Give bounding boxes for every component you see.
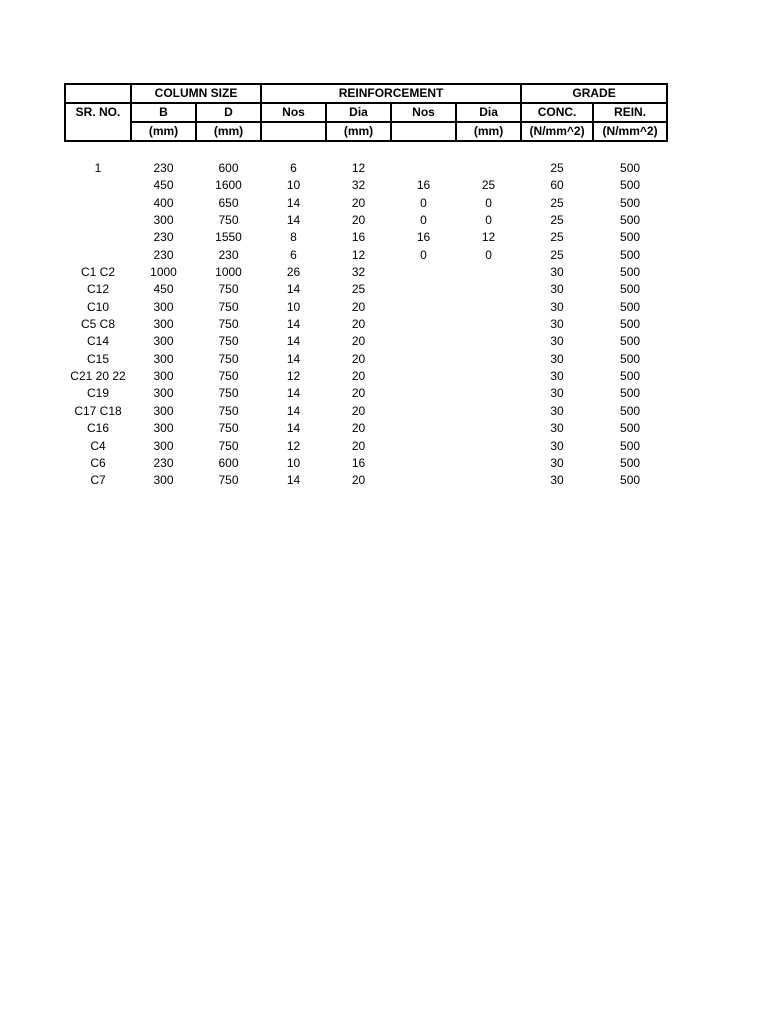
table-row bbox=[65, 229, 667, 246]
cell-d: 750 bbox=[218, 421, 239, 436]
cell-d: 750 bbox=[218, 317, 239, 332]
cell-nos2 bbox=[391, 403, 456, 420]
table-row bbox=[65, 212, 667, 229]
column-schedule-sheet bbox=[64, 83, 666, 490]
cell-b: 300 bbox=[153, 473, 174, 488]
unit-rein: (N/mm^2) bbox=[593, 122, 667, 141]
cell-nos1: 14 bbox=[286, 317, 301, 332]
table-row bbox=[65, 438, 667, 455]
cell-dia2 bbox=[456, 160, 521, 177]
cell-sr bbox=[65, 229, 131, 246]
cell-b: 230 bbox=[153, 230, 174, 245]
cell-nos2 bbox=[391, 333, 456, 350]
cell-dia2 bbox=[456, 281, 521, 298]
cell-conc: 30 bbox=[550, 421, 564, 436]
cell-rein: 500 bbox=[620, 403, 641, 418]
reinforcement-header: REINFORCEMENT bbox=[261, 84, 521, 103]
cell-d: 1550 bbox=[215, 230, 242, 245]
cell-conc: 25 bbox=[550, 230, 564, 245]
header-nos-2: Nos bbox=[391, 103, 456, 122]
table-row bbox=[65, 316, 667, 333]
header-b: B bbox=[131, 103, 196, 122]
cell-rein: 500 bbox=[620, 386, 641, 401]
cell-dia2 bbox=[456, 420, 521, 437]
cell-rein: 500 bbox=[620, 351, 641, 366]
cell-dia2 bbox=[456, 403, 521, 420]
header-dia-2: Dia bbox=[456, 103, 521, 122]
cell-nos2: 16 bbox=[416, 230, 431, 245]
cell-nos2 bbox=[391, 281, 456, 298]
cell-sr: C21 20 22 bbox=[70, 369, 126, 384]
cell-b: 300 bbox=[153, 334, 174, 349]
cell-nos2 bbox=[391, 316, 456, 333]
cell-conc: 30 bbox=[550, 265, 564, 280]
cell-b: 300 bbox=[153, 213, 174, 228]
cell-d: 750 bbox=[218, 213, 239, 228]
cell-b: 300 bbox=[153, 421, 174, 436]
cell-nos1: 8 bbox=[290, 230, 297, 245]
cell-dia2 bbox=[456, 455, 521, 472]
cell-rein: 500 bbox=[620, 455, 641, 470]
cell-d: 750 bbox=[218, 351, 239, 366]
cell-dia1: 16 bbox=[351, 230, 366, 245]
table-row bbox=[65, 472, 667, 489]
unit-b: (mm) bbox=[131, 122, 196, 141]
cell-dia2 bbox=[456, 385, 521, 402]
cell-b: 300 bbox=[153, 369, 174, 384]
cell-d: 230 bbox=[218, 247, 239, 262]
cell-dia1: 20 bbox=[351, 334, 366, 349]
cell-nos2 bbox=[391, 351, 456, 368]
cell-rein: 500 bbox=[620, 178, 641, 193]
table-row bbox=[65, 264, 667, 281]
cell-dia2 bbox=[456, 472, 521, 489]
cell-nos2 bbox=[391, 160, 456, 177]
column-size-header: COLUMN SIZE bbox=[131, 84, 261, 103]
cell-rein: 500 bbox=[620, 195, 641, 210]
cell-nos1: 14 bbox=[286, 282, 301, 297]
cell-b: 450 bbox=[153, 178, 174, 193]
cell-sr: C6 bbox=[90, 455, 106, 470]
cell-d: 750 bbox=[218, 438, 239, 453]
cell-nos2: 16 bbox=[416, 178, 431, 193]
header-unit-row bbox=[65, 122, 667, 141]
unit-nos-1 bbox=[261, 122, 326, 141]
header-d: D bbox=[196, 103, 261, 122]
cell-b: 300 bbox=[153, 351, 174, 366]
cell-nos1: 14 bbox=[286, 351, 301, 366]
table-row bbox=[65, 160, 667, 177]
cell-dia2: 12 bbox=[481, 230, 496, 245]
cell-b: 230 bbox=[153, 161, 174, 175]
cell-dia1: 20 bbox=[351, 386, 366, 401]
cell-dia2: 25 bbox=[481, 178, 496, 193]
header-sub-row bbox=[65, 103, 667, 122]
cell-b: 300 bbox=[153, 299, 174, 314]
table-row bbox=[65, 420, 667, 437]
cell-conc: 30 bbox=[550, 403, 564, 418]
cell-dia1: 20 bbox=[351, 299, 366, 314]
cell-sr: C4 bbox=[90, 438, 106, 453]
cell-sr: C1 C2 bbox=[80, 265, 115, 280]
cell-sr: C12 bbox=[86, 282, 109, 297]
cell-dia1: 16 bbox=[351, 455, 366, 470]
cell-dia1: 32 bbox=[351, 178, 366, 193]
cell-dia1: 32 bbox=[351, 265, 366, 280]
cell-rein: 500 bbox=[620, 334, 641, 349]
cell-dia2: 0 bbox=[485, 213, 492, 228]
cell-sr bbox=[65, 247, 131, 264]
cell-nos1: 6 bbox=[290, 247, 297, 262]
cell-b: 230 bbox=[153, 455, 174, 470]
cell-conc: 30 bbox=[550, 455, 564, 470]
sr-no-header-top bbox=[65, 84, 131, 103]
unit-nos-2 bbox=[391, 122, 456, 141]
cell-d: 600 bbox=[218, 455, 239, 470]
cell-dia1: 20 bbox=[351, 473, 366, 488]
cell-dia2 bbox=[456, 351, 521, 368]
cell-sr bbox=[65, 195, 131, 212]
table-row bbox=[65, 368, 667, 385]
cell-b: 300 bbox=[153, 438, 174, 453]
cell-sr: C17 C18 bbox=[74, 403, 122, 418]
cell-rein: 500 bbox=[620, 161, 641, 175]
cell-conc: 25 bbox=[550, 195, 564, 210]
cell-b: 300 bbox=[153, 317, 174, 332]
cell-d: 1600 bbox=[215, 178, 242, 193]
spacer-row bbox=[65, 141, 667, 160]
cell-dia1: 20 bbox=[351, 421, 366, 436]
cell-sr: C5 C8 bbox=[80, 317, 115, 332]
cell-d: 1000 bbox=[215, 265, 242, 280]
cell-dia2: 0 bbox=[485, 195, 492, 210]
cell-nos1: 14 bbox=[286, 421, 301, 436]
cell-sr: C14 bbox=[86, 334, 109, 349]
cell-nos1: 12 bbox=[286, 438, 301, 453]
unit-dia-2: (mm) bbox=[456, 122, 521, 141]
cell-nos1: 14 bbox=[286, 195, 301, 210]
cell-conc: 25 bbox=[550, 247, 564, 262]
cell-nos2 bbox=[391, 455, 456, 472]
cell-dia2 bbox=[456, 316, 521, 333]
cell-dia2 bbox=[456, 333, 521, 350]
cell-d: 750 bbox=[218, 369, 239, 384]
cell-nos1: 14 bbox=[286, 473, 301, 488]
cell-conc: 30 bbox=[550, 438, 564, 453]
cell-dia1: 20 bbox=[351, 369, 366, 384]
table-row bbox=[65, 195, 667, 212]
cell-nos2 bbox=[391, 472, 456, 489]
cell-rein: 500 bbox=[620, 317, 641, 332]
grade-header: GRADE bbox=[521, 84, 667, 103]
cell-sr: 1 bbox=[94, 161, 102, 175]
cell-nos1: 14 bbox=[286, 213, 301, 228]
cell-dia1: 25 bbox=[351, 282, 366, 297]
cell-dia1: 12 bbox=[351, 247, 366, 262]
unit-d: (mm) bbox=[196, 122, 261, 141]
cell-dia2 bbox=[456, 438, 521, 455]
cell-nos2 bbox=[391, 264, 456, 281]
cell-rein: 500 bbox=[620, 265, 641, 280]
cell-conc: 30 bbox=[550, 282, 564, 297]
cell-d: 750 bbox=[218, 282, 239, 297]
cell-dia2 bbox=[456, 299, 521, 316]
cell-nos2 bbox=[391, 368, 456, 385]
cell-rein: 500 bbox=[620, 230, 641, 245]
unit-conc: (N/mm^2) bbox=[521, 122, 593, 141]
table-row bbox=[65, 247, 667, 264]
cell-rein: 500 bbox=[620, 473, 641, 488]
table-body bbox=[65, 141, 667, 490]
cell-sr: C19 bbox=[86, 386, 109, 401]
cell-conc: 30 bbox=[550, 317, 564, 332]
cell-rein: 500 bbox=[620, 299, 641, 314]
cell-sr bbox=[65, 177, 131, 194]
cell-dia1: 20 bbox=[351, 403, 366, 418]
cell-nos1: 14 bbox=[286, 334, 301, 349]
cell-nos2: 0 bbox=[420, 195, 427, 210]
header-conc: CONC. bbox=[521, 103, 593, 122]
cell-nos1: 12 bbox=[286, 369, 301, 384]
cell-rein: 500 bbox=[620, 369, 641, 384]
cell-rein: 500 bbox=[620, 247, 641, 262]
cell-rein: 500 bbox=[620, 213, 641, 228]
cell-nos1: 6 bbox=[290, 161, 297, 175]
cell-dia1: 20 bbox=[351, 438, 366, 453]
cell-nos2 bbox=[391, 385, 456, 402]
header-nos-1: Nos bbox=[261, 103, 326, 122]
table-row bbox=[65, 455, 667, 472]
cell-sr: C7 bbox=[90, 473, 106, 488]
cell-b: 450 bbox=[153, 282, 174, 297]
cell-nos1: 10 bbox=[286, 299, 301, 314]
cell-d: 750 bbox=[218, 403, 239, 418]
cell-rein: 500 bbox=[620, 282, 641, 297]
cell-conc: 30 bbox=[550, 386, 564, 401]
table-row bbox=[65, 403, 667, 420]
cell-conc: 30 bbox=[550, 334, 564, 349]
cell-d: 650 bbox=[218, 195, 239, 210]
table-row bbox=[65, 299, 667, 316]
cell-b: 300 bbox=[153, 403, 174, 418]
cell-b: 300 bbox=[153, 386, 174, 401]
cell-rein: 500 bbox=[620, 438, 641, 453]
cell-nos2: 0 bbox=[420, 247, 427, 262]
cell-nos1: 14 bbox=[286, 386, 301, 401]
table-row bbox=[65, 333, 667, 350]
cell-b: 1000 bbox=[150, 265, 177, 280]
cell-dia1: 20 bbox=[351, 195, 366, 210]
cell-d: 750 bbox=[218, 334, 239, 349]
cell-conc: 25 bbox=[550, 213, 564, 228]
unit-dia-1: (mm) bbox=[326, 122, 391, 141]
cell-sr: C10 bbox=[86, 299, 109, 314]
cell-conc: 60 bbox=[550, 178, 564, 193]
cell-nos1: 10 bbox=[286, 178, 301, 193]
table-row bbox=[65, 351, 667, 368]
cell-b: 400 bbox=[153, 195, 174, 210]
sr-no-header: SR. NO. bbox=[65, 103, 131, 141]
header-group-row bbox=[65, 84, 667, 103]
table-row bbox=[65, 385, 667, 402]
table-row bbox=[65, 281, 667, 298]
cell-conc: 30 bbox=[550, 369, 564, 384]
cell-dia2: 0 bbox=[485, 247, 492, 262]
cell-sr bbox=[65, 212, 131, 229]
table-row bbox=[65, 177, 667, 194]
cell-rein: 500 bbox=[620, 421, 641, 436]
cell-conc: 25 bbox=[550, 161, 564, 175]
column-schedule-table bbox=[64, 83, 668, 490]
cell-dia2 bbox=[456, 264, 521, 281]
cell-dia1: 20 bbox=[351, 351, 366, 366]
cell-sr: C15 bbox=[86, 351, 109, 366]
cell-nos2: 0 bbox=[420, 213, 427, 228]
cell-nos1: 26 bbox=[286, 265, 301, 280]
cell-conc: 30 bbox=[550, 351, 564, 366]
cell-sr: C16 bbox=[86, 421, 109, 436]
header-rein: REIN. bbox=[593, 103, 667, 122]
cell-nos2 bbox=[391, 420, 456, 437]
cell-dia1: 12 bbox=[351, 161, 366, 175]
cell-nos2 bbox=[391, 438, 456, 455]
cell-d: 750 bbox=[218, 386, 239, 401]
cell-conc: 30 bbox=[550, 473, 564, 488]
cell-b: 230 bbox=[153, 247, 174, 262]
cell-dia1: 20 bbox=[351, 213, 366, 228]
cell-d: 600 bbox=[218, 161, 239, 175]
cell-nos1: 10 bbox=[286, 455, 301, 470]
cell-dia2 bbox=[456, 368, 521, 385]
cell-dia1: 20 bbox=[351, 317, 366, 332]
header-dia-1: Dia bbox=[326, 103, 391, 122]
cell-d: 750 bbox=[218, 299, 239, 314]
cell-nos2 bbox=[391, 299, 456, 316]
cell-nos1: 14 bbox=[286, 403, 301, 418]
cell-conc: 30 bbox=[550, 299, 564, 314]
cell-d: 750 bbox=[218, 473, 239, 488]
